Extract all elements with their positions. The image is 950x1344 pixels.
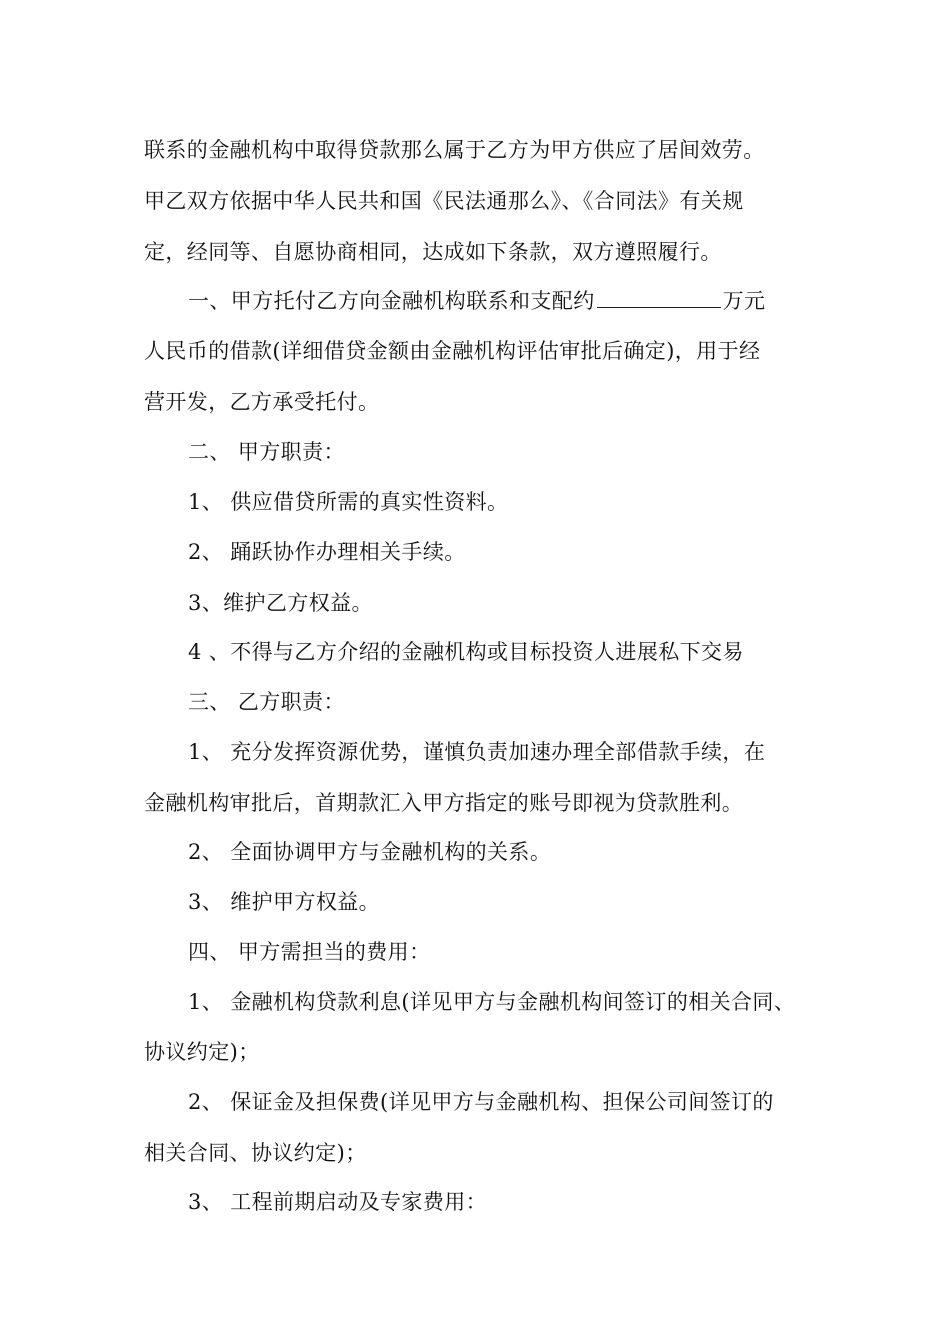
list-item: 2、 保证金及担保费(详见甲方与金融机构、担保公司间签订的	[188, 1090, 774, 1114]
text-segment: 一、甲方托付乙方向金融机构联系和支配约	[188, 289, 595, 313]
list-item: 3、 工程前期启动及专家费用：	[188, 1190, 488, 1214]
text-line: 协议约定)；	[144, 1040, 260, 1064]
list-item: 2、 踊跃协作办理相关手续。	[188, 540, 466, 564]
section-heading: 三、 乙方职责：	[188, 690, 345, 714]
text-line: 相关合同、协议约定)；	[144, 1141, 367, 1165]
text-line: 甲乙双方依据中华人民共和国《民法通那么》、《合同法》有关规	[144, 189, 744, 213]
list-item: 1、 供应借贷所需的真实性资料。	[188, 490, 509, 514]
section-heading: 四、 甲方需担当的费用：	[188, 940, 431, 964]
amount-blank[interactable]	[597, 287, 721, 308]
list-item: 3、维护乙方权益。	[188, 591, 373, 615]
list-item: 2、 全面协调甲方与金融机构的关系。	[188, 840, 552, 864]
text-line: 金融机构审批后，首期款汇入甲方指定的账号即视为贷款胜利。	[144, 791, 744, 815]
list-item: 4 、不得与乙方介绍的金融机构或目标投资人进展私下交易	[188, 640, 744, 664]
section-heading: 二、 甲方职责：	[188, 440, 345, 464]
text-segment: 万元	[722, 289, 766, 313]
list-item: 1、 金融机构贷款利息(详见甲方与金融机构间签订的相关合同、	[188, 990, 796, 1014]
text-line: 定，经同等、自愿协商相同，达成如下条款，双方遵照履行。	[144, 240, 722, 264]
text-line: 营开发，乙方承受托付。	[144, 390, 380, 414]
text-line: 联系的金融机构中取得贷款那么属于乙方为甲方供应了居间效劳。	[144, 138, 765, 162]
list-item: 3、 维护甲方权益。	[188, 890, 381, 914]
text-line: 人民币的借款(详细借贷金额由金融机构评估审批后确定)，用于经	[144, 339, 761, 363]
list-item: 1、 充分发挥资源优势，谨慎负责加速办理全部借款手续，在	[188, 740, 766, 764]
clause-1-line	[188, 287, 765, 315]
